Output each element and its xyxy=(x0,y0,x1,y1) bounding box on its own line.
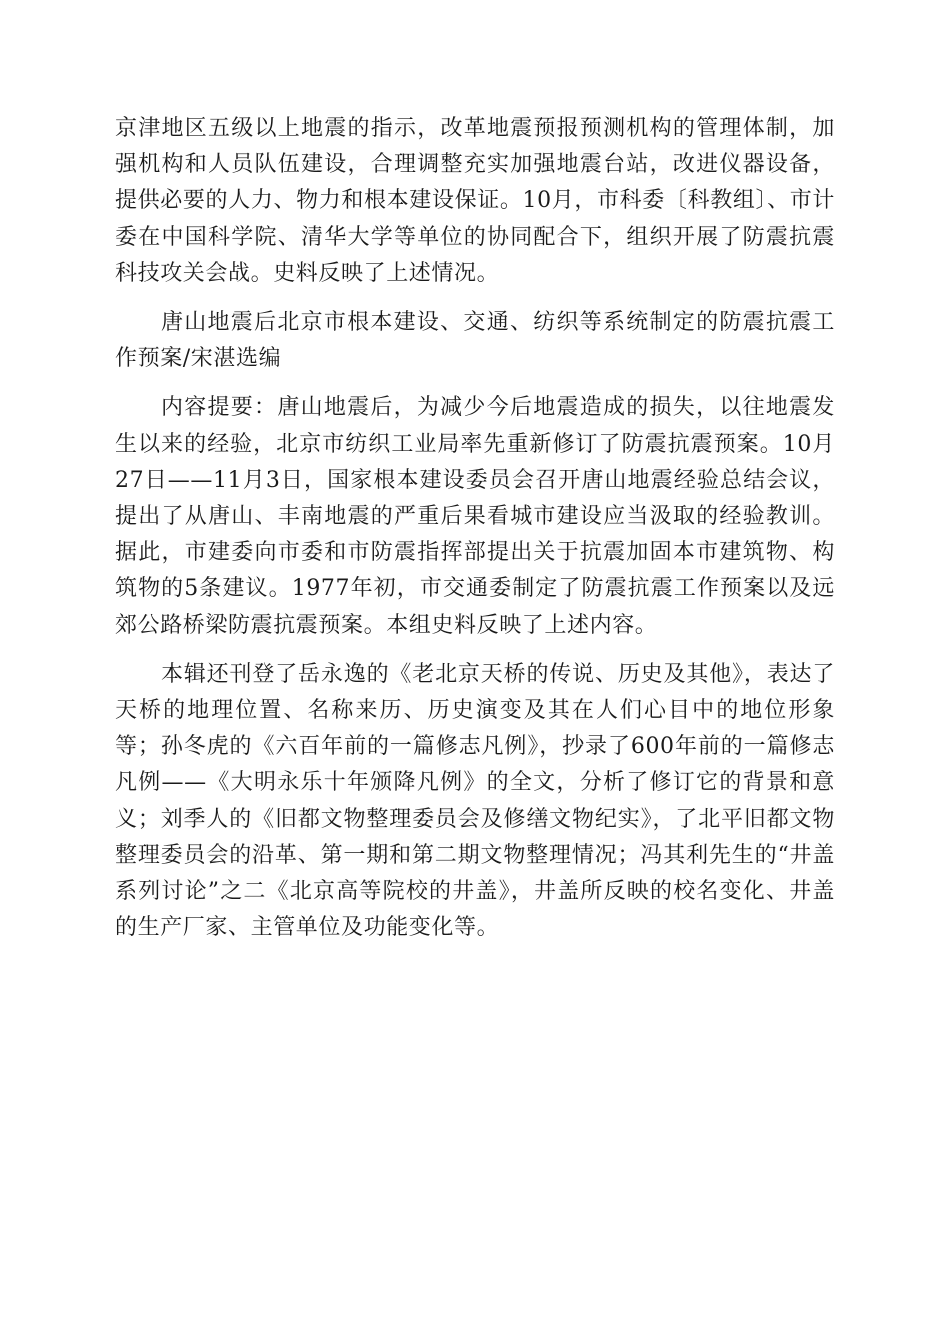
paragraph-summary: 内容提要：唐山地震后，为减少今后地震造成的损失，以往地震发生以来的经验，北京市纺织工业局率先重新修订了防震抗震预案。10月27日——11月3日，国家根本建设委员会召开唐山地震经验总结会议，提出了从唐山、丰南地震的严重后果看城市建设应当汲取的经验教训。据此，市建委向市委和市防震指挥部提出关于抗震加固本市建筑物、构筑物的5条建议。1977年初，市交通委制定了防震抗震工作预案以及远郊公路桥梁防震抗震预案。本组史料反映了上述内容。 xyxy=(115,395,835,638)
section-heading-tangshan-plans: 唐山地震后北京市根本建设、交通、纺织等系统制定的防震抗震工作预案/宋湛选编 xyxy=(115,310,835,372)
paragraph-continuation: 京津地区五级以上地震的指示，改革地震预报预测机构的管理体制，加强机构和人员队伍建设，合理调整充实加强地震台站，改进仪器设备，提供必要的人力、物力和根本建设保证。10月，市科委〔科教组〕、市计委在中国科学院、清华大学等单位的协同配合下，组织开展了防震抗震科技攻关会战。史料反映了上述情况。 xyxy=(115,116,835,286)
paragraph-other-articles: 本辑还刊登了岳永逸的《老北京天桥的传说、历史及其他》，表达了天桥的地理位置、名称来历、历史演变及其在人们心目中的地位形象等；孙冬虎的《六百年前的一篇修志凡例》，抄录了600年前的一篇修志凡例——《大明永乐十年颁降凡例》的全文，分析了修订它的背景和意义；刘季人的《旧都文物整理委员会及修缮文物纪实》，了北平旧都文物整理委员会的沿革、第一期和第二期文物整理情况；冯其利先生的“井盖系列讨论”之二《北京高等院校的井盖》，井盖所反映的校名变化、井盖的生产厂家、主管单位及功能变化等。 xyxy=(115,661,835,941)
document-page xyxy=(115,111,835,946)
